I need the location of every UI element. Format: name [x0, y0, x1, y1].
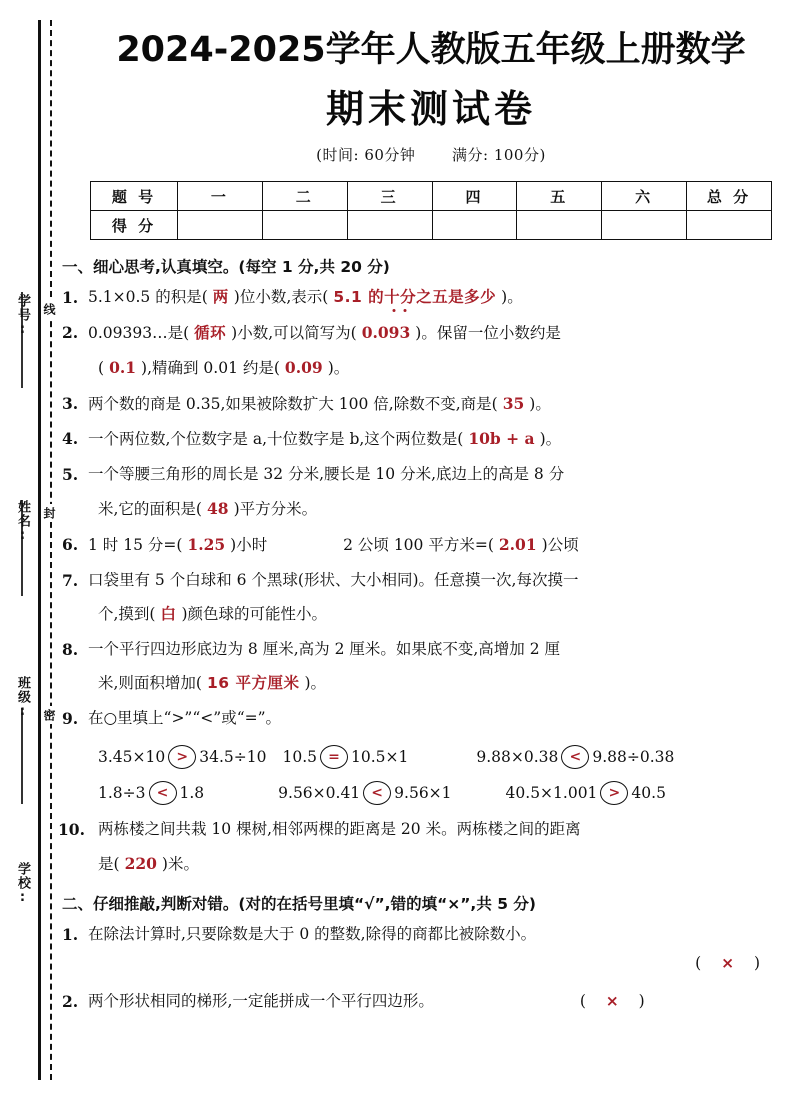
question-9	[62, 705, 800, 733]
seal-dashed-rule	[50, 20, 52, 1080]
section2-q2-bracket-open: (	[579, 992, 586, 1011]
question-4-number: 4.	[62, 429, 79, 449]
question-5-number: 5.	[62, 464, 79, 484]
table-row-question-numbers	[91, 182, 772, 211]
section2-question-2-number: 2.	[62, 992, 79, 1012]
question-10-text-a: 两栋楼之间共栽 10 棵树,相邻两棵的距离是 20 米。两栋楼之间的距离	[98, 819, 581, 838]
comparison-item-3	[476, 745, 674, 769]
seal-label-class: 班级:	[15, 676, 30, 720]
question-6-text-c: 2 公顷 100 平方米=(	[343, 536, 494, 555]
question-6-text-a: 1 时 15 分=(	[88, 536, 183, 555]
score-table-col-1: 一	[178, 182, 263, 211]
section2-q1-bracket-open: (	[695, 954, 702, 973]
question-2-answer-1[interactable]: 循环	[194, 323, 227, 342]
question-10-answer-1[interactable]: 220	[124, 854, 157, 874]
question-10-text-c: )米。	[161, 855, 199, 874]
seal-solid-rule	[38, 20, 41, 1080]
question-1-number: 1.	[62, 288, 79, 307]
comparison-3-circle[interactable]: <	[561, 745, 589, 769]
question-3	[62, 390, 800, 419]
question-7	[62, 567, 800, 595]
comparison-2-circle[interactable]: =	[320, 745, 348, 769]
score-cell-total[interactable]	[687, 211, 772, 240]
score-cell-1[interactable]	[178, 211, 263, 240]
question-2-number: 2.	[62, 322, 79, 342]
seal-mark-feng: 封	[41, 504, 58, 522]
section-2-heading: 二、仔细推敲,判断对错。(对的在括号里填“√”,错的填“×”,共 5 分)	[62, 894, 536, 913]
question-10-text-b: 是(	[98, 855, 120, 874]
question-4-answer-1[interactable]: 10b + a	[468, 429, 535, 449]
question-2-line2	[62, 354, 800, 383]
question-8-text-b: 米,则面积增加(	[98, 674, 202, 693]
question-8-text-c: )。	[304, 674, 327, 693]
question-6-answer-1[interactable]: 1.25	[187, 535, 226, 555]
comparison-4-left: 1.8÷3	[98, 783, 146, 802]
question-3-number: 3.	[62, 393, 79, 413]
question-6-text-d: )公顷	[541, 536, 579, 555]
question-6-answer-2[interactable]: 2.01	[498, 535, 537, 555]
section2-q1-bracket-close: )	[753, 954, 760, 973]
seal-info-rule-3	[21, 708, 23, 804]
repeat-decimal-prefix: 0.0	[361, 322, 389, 342]
page-subtitle: 期末测试卷	[325, 87, 536, 131]
score-table-col-3: 三	[347, 182, 432, 211]
question-10	[58, 816, 800, 844]
question-6-text-b: )小时	[230, 536, 268, 555]
question-1-text-a: 5.1×0.5 的积是(	[88, 288, 208, 306]
question-5-text-c: )平方分米。	[233, 500, 318, 519]
comparison-5-left: 9.56×0.41	[278, 783, 361, 802]
question-8	[62, 636, 800, 664]
score-table-col-6: 六	[602, 182, 687, 211]
section2-question-1-number: 1.	[62, 924, 79, 944]
question-9-row-1	[62, 745, 800, 769]
question-8-answer-1[interactable]: 16 平方厘米	[206, 674, 300, 693]
seal-mark-mi: 密	[41, 706, 58, 724]
comparison-item-6	[506, 781, 666, 805]
question-7-text-b: 个,摸到(	[98, 605, 156, 624]
section2-question-1-text: 在除法计算时,只要除数是大于 0 的整数,除得的商都比被除数小。	[88, 924, 537, 943]
question-4-text-a: 一个两位数,个位数字是 a,十位数字是 b,这个两位数是(	[88, 430, 464, 449]
comparison-6-circle[interactable]: >	[600, 781, 628, 805]
section2-q2-mark[interactable]: ×	[605, 992, 619, 1011]
question-5-answer-1[interactable]: 48	[206, 499, 229, 519]
comparison-item-1	[98, 745, 266, 769]
question-10-line2	[62, 850, 800, 879]
question-6	[62, 531, 800, 560]
section2-question-1	[62, 921, 800, 949]
question-2-text-b: )小数,可以简写为(	[231, 323, 357, 342]
section2-question-2-answer-row	[453, 988, 645, 1016]
question-2-text-a: 0.09393…是(	[88, 323, 190, 342]
comparison-3-left: 9.88×0.38	[476, 747, 559, 766]
comparison-2-left: 10.5	[282, 747, 317, 766]
table-row-scores	[91, 211, 772, 240]
score-table-rowlabel-score: 得 分	[91, 211, 178, 240]
section2-question-2	[62, 988, 800, 1016]
question-8-text-a: 一个平行四边形底边为 8 厘米,高为 2 厘米。如果底不变,高增加 2 厘	[88, 639, 561, 658]
comparison-item-2	[282, 745, 408, 769]
page-title: 2024-2025学年人教版五年级上册数学	[116, 30, 746, 70]
comparison-6-left: 40.5×1.001	[505, 783, 598, 802]
section2-q2-bracket-close: )	[638, 992, 645, 1011]
seal-label-student-id: 学号:	[15, 294, 30, 338]
question-7-number: 7.	[62, 570, 79, 590]
comparison-4-circle[interactable]: <	[149, 781, 177, 805]
question-2-text-f: )。	[327, 359, 350, 378]
question-2-text-d: (	[98, 359, 105, 378]
question-2-text-e: ),精确到 0.01 约是(	[141, 359, 280, 378]
score-table-col-2: 二	[262, 182, 347, 211]
question-2	[62, 319, 800, 348]
comparison-1-circle[interactable]: >	[168, 745, 196, 769]
question-5	[62, 461, 800, 489]
question-5-line2	[62, 495, 800, 524]
question-7-text-c: )颜色球的可能性小。	[181, 605, 328, 624]
question-8-number: 8.	[62, 639, 79, 659]
question-9-number: 9.	[62, 708, 79, 728]
repeat-dot-digit-1: 9	[389, 319, 400, 347]
seal-label-school: 学校:	[15, 862, 30, 906]
question-2-answer-2[interactable]	[362, 323, 411, 342]
question-3-text-b: )。	[529, 394, 551, 413]
exam-meta	[62, 144, 800, 165]
question-1-text-b: )位小数,表示(	[233, 288, 329, 306]
comparison-item-4	[98, 781, 204, 805]
question-2-answer-3[interactable]: 0.1	[109, 358, 137, 378]
question-5-text-a: 一个等腰三角形的周长是 32 分米,腰长是 10 分米,底边上的高是 8 分	[88, 464, 565, 483]
question-4-text-b: )。	[539, 430, 562, 449]
comparison-5-right: 9.56×1	[394, 783, 452, 802]
question-9-row-2	[62, 781, 800, 805]
section2-q1-mark[interactable]: ×	[721, 954, 735, 973]
question-7-line2	[62, 601, 800, 629]
score-cell-5[interactable]	[517, 211, 602, 240]
question-5-text-b: 米,它的面积是(	[98, 500, 202, 519]
question-1-text-c: )。	[501, 288, 523, 306]
question-4	[62, 425, 800, 454]
comparison-3-right: 9.88÷0.38	[592, 747, 675, 766]
comparison-item-5	[278, 781, 451, 805]
question-8-line2	[62, 670, 800, 698]
exam-fullscore-label: 满分: 100分)	[452, 146, 546, 164]
seal-label-name: 姓名:	[15, 500, 30, 544]
section2-question-1-answer-row	[62, 954, 800, 972]
score-cell-4[interactable]	[432, 211, 517, 240]
score-table-col-total: 总 分	[687, 182, 772, 211]
question-9-text: 在○里填上“>”“<”或“=”。	[88, 708, 282, 727]
score-cell-6[interactable]	[602, 211, 687, 240]
comparison-4-right: 1.8	[179, 783, 205, 802]
seal-margin	[0, 0, 62, 1096]
score-table-rowlabel-question: 题 号	[91, 182, 178, 211]
exam-time-label: (时间: 60分钟	[316, 146, 416, 164]
comparison-5-circle[interactable]: <	[363, 781, 391, 805]
comparison-1-right: 34.5÷10	[199, 747, 267, 766]
comparison-1-left: 3.45×10	[98, 747, 166, 766]
section2-question-2-text: 两个形状相同的梯形,一定能拼成一个平行四边形。	[88, 992, 434, 1011]
score-cell-2[interactable]	[262, 211, 347, 240]
question-6-number: 6.	[62, 535, 79, 555]
question-1-answer-1[interactable]: 两	[212, 288, 229, 306]
comparison-2-right: 10.5×1	[350, 747, 409, 766]
question-7-answer-1[interactable]: 白	[160, 605, 177, 624]
section-1-heading: 一、细心思考,认真填空。(每空 1 分,共 20 分)	[62, 258, 390, 276]
repeat-dot-digit-2: 3	[399, 319, 410, 347]
question-1-answer-2[interactable]: 5.1 的十分之五是多少	[333, 288, 497, 306]
comparison-6-right: 40.5	[631, 783, 666, 802]
question-1	[62, 284, 800, 312]
question-3-answer-1[interactable]: 35	[502, 393, 525, 413]
seal-mark-xian: 线	[41, 300, 58, 318]
question-7-text-a: 口袋里有 5 个白球和 6 个黑球(形状、大小相同)。任意摸一次,每次摸一	[88, 570, 579, 589]
score-table-col-5: 五	[517, 182, 602, 211]
score-table-col-4: 四	[432, 182, 517, 211]
question-3-text-a: 两个数的商是 0.35,如果被除数扩大 100 倍,除数不变,商是(	[88, 394, 498, 413]
score-cell-3[interactable]	[347, 211, 432, 240]
score-table	[90, 181, 772, 240]
question-2-answer-4[interactable]: 0.09	[284, 358, 323, 378]
exam-page	[58, 0, 800, 1096]
question-10-number: 10.	[58, 819, 85, 839]
question-2-text-c: )。保留一位小数约是	[415, 323, 561, 342]
score-table-wrapper	[90, 181, 772, 240]
